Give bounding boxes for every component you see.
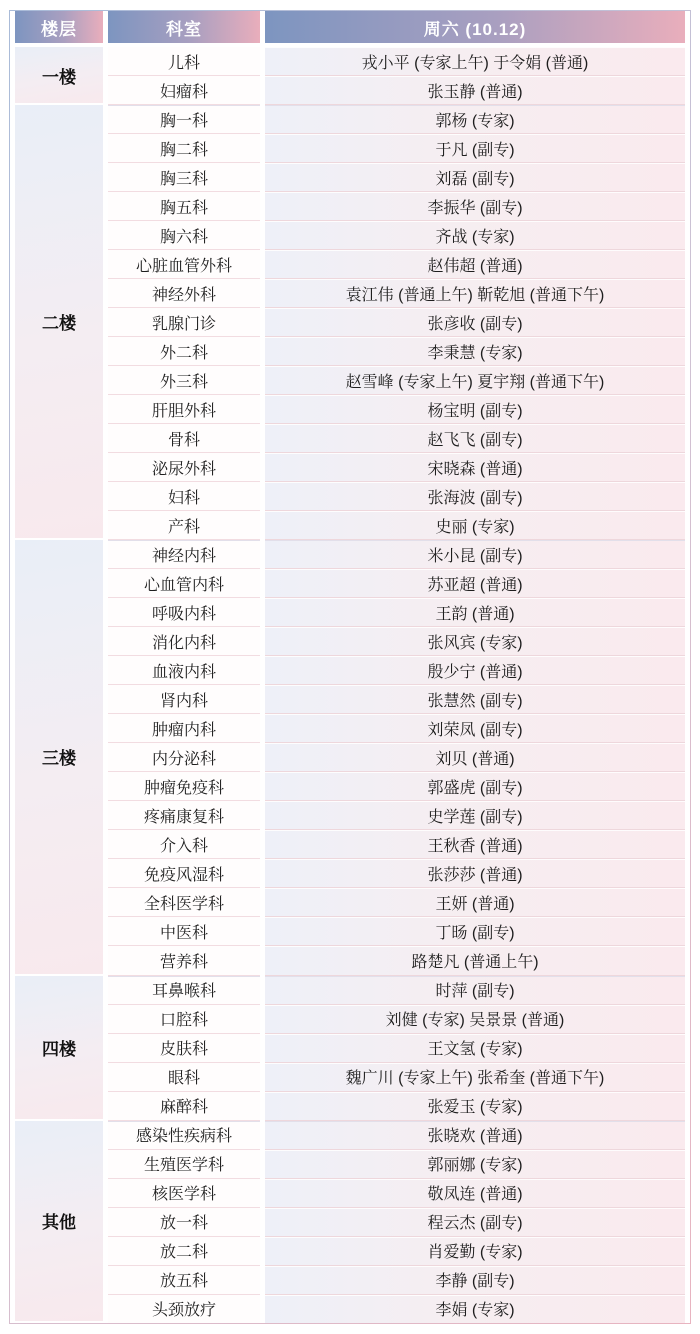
department-cell: 核医学科 [108,1179,260,1208]
table-row [15,1092,685,1121]
department-cell: 血液内科 [108,656,260,685]
doctor-cell: 齐战 (专家) [265,221,685,250]
table-row [15,976,685,1005]
doctor-cell: 王韵 (普通) [265,598,685,627]
header-saturday-date: 周六 (10.12) [265,11,685,47]
table-row [15,1179,685,1208]
table-row [15,105,685,134]
floor-cell: 其他 [15,1121,103,1323]
doctor-cell: 郭杨 (专家) [265,105,685,134]
department-cell: 胸一科 [108,105,260,134]
table-row [15,772,685,801]
department-cell: 妇科 [108,482,260,511]
table-row [15,192,685,221]
table-row [15,859,685,888]
doctor-cell: 苏亚超 (普通) [265,569,685,598]
doctor-cell: 张莎莎 (普通) [265,859,685,888]
doctor-cell: 郭丽娜 (专家) [265,1150,685,1179]
doctor-cell: 张海波 (副专) [265,482,685,511]
floor-cell: 四楼 [15,976,103,1121]
schedule-header [15,11,685,47]
department-cell: 妇瘤科 [108,76,260,105]
department-cell: 胸二科 [108,134,260,163]
doctor-cell: 李振华 (副专) [265,192,685,221]
doctor-cell: 张风宾 (专家) [265,627,685,656]
department-cell: 放五科 [108,1266,260,1295]
department-cell: 肝胆外科 [108,395,260,424]
doctor-cell: 袁江伟 (普通上午) 靳乾旭 (普通下午) [265,279,685,308]
table-row [15,221,685,250]
department-cell: 放二科 [108,1237,260,1266]
table-row [15,569,685,598]
table-row [15,685,685,714]
table-row [15,1237,685,1266]
table-row [15,308,685,337]
doctor-cell: 李静 (副专) [265,1266,685,1295]
doctor-cell: 时萍 (副专) [265,976,685,1005]
department-cell: 胸三科 [108,163,260,192]
department-cell: 心脏血管外科 [108,250,260,279]
table-row [15,1121,685,1150]
department-cell: 胸六科 [108,221,260,250]
table-row [15,424,685,453]
department-cell: 感染性疾病科 [108,1121,260,1150]
doctor-cell: 丁旸 (副专) [265,917,685,946]
department-cell: 神经外科 [108,279,260,308]
department-cell: 儿科 [108,47,260,76]
department-cell: 皮肤科 [108,1034,260,1063]
doctor-cell: 殷少宁 (普通) [265,656,685,685]
table-row [15,743,685,772]
department-cell: 免疫风湿科 [108,859,260,888]
table-row [15,453,685,482]
table-row [15,47,685,76]
table-row [15,76,685,105]
table-row [15,1063,685,1092]
table-row [15,395,685,424]
department-cell: 放一科 [108,1208,260,1237]
doctor-cell: 敬凤连 (普通) [265,1179,685,1208]
department-cell: 全科医学科 [108,888,260,917]
header-row [15,11,685,47]
table-row [15,366,685,395]
doctor-cell: 史丽 (专家) [265,511,685,540]
table-row [15,656,685,685]
schedule-body [15,47,685,1323]
department-cell: 口腔科 [108,1005,260,1034]
table-row [15,801,685,830]
doctor-cell: 赵飞飞 (副专) [265,424,685,453]
header-department: 科室 [108,11,260,47]
doctor-cell: 王妍 (普通) [265,888,685,917]
header-floor: 楼层 [15,11,103,47]
doctor-cell: 刘荣凤 (副专) [265,714,685,743]
schedule-table-container [9,10,691,1324]
table-row [15,163,685,192]
department-cell: 内分泌科 [108,743,260,772]
department-cell: 生殖医学科 [108,1150,260,1179]
doctor-cell: 李秉慧 (专家) [265,337,685,366]
doctor-cell: 张爱玉 (专家) [265,1092,685,1121]
doctor-cell: 史学莲 (副专) [265,801,685,830]
table-row [15,540,685,569]
doctor-cell: 张慧然 (副专) [265,685,685,714]
doctor-cell: 赵伟超 (普通) [265,250,685,279]
table-row [15,250,685,279]
table-row [15,627,685,656]
table-row [15,917,685,946]
doctor-cell: 米小昆 (副专) [265,540,685,569]
doctor-cell: 张晓欢 (普通) [265,1121,685,1150]
table-row [15,337,685,366]
department-cell: 神经内科 [108,540,260,569]
doctor-cell: 魏广川 (专家上午) 张希奎 (普通下午) [265,1063,685,1092]
table-row [15,1005,685,1034]
table-row [15,1150,685,1179]
floor-cell: 三楼 [15,540,103,975]
doctor-cell: 张彦收 (副专) [265,308,685,337]
doctor-cell: 宋晓森 (普通) [265,453,685,482]
department-cell: 营养科 [108,946,260,975]
table-row [15,482,685,511]
doctor-cell: 李娟 (专家) [265,1295,685,1323]
doctor-cell: 戎小平 (专家上午) 于令娟 (普通) [265,47,685,76]
department-cell: 头颈放疗 [108,1295,260,1323]
doctor-cell: 王秋香 (普通) [265,830,685,859]
schedule-table [10,11,690,1323]
doctor-cell: 张玉静 (普通) [265,76,685,105]
floor-cell: 一楼 [15,47,103,105]
department-cell: 呼吸内科 [108,598,260,627]
department-cell: 乳腺门诊 [108,308,260,337]
department-cell: 外三科 [108,366,260,395]
department-cell: 中医科 [108,917,260,946]
department-cell: 耳鼻喉科 [108,976,260,1005]
floor-cell: 二楼 [15,105,103,540]
doctor-cell: 程云杰 (副专) [265,1208,685,1237]
department-cell: 外二科 [108,337,260,366]
department-cell: 肾内科 [108,685,260,714]
doctor-cell: 刘磊 (副专) [265,163,685,192]
department-cell: 眼科 [108,1063,260,1092]
table-row [15,1295,685,1323]
table-row [15,946,685,975]
doctor-cell: 杨宝明 (副专) [265,395,685,424]
department-cell: 胸五科 [108,192,260,221]
table-row [15,830,685,859]
doctor-cell: 于凡 (副专) [265,134,685,163]
department-cell: 泌尿外科 [108,453,260,482]
doctor-cell: 郭盛虎 (副专) [265,772,685,801]
table-row [15,511,685,540]
department-cell: 产科 [108,511,260,540]
doctor-cell: 赵雪峰 (专家上午) 夏宇翔 (普通下午) [265,366,685,395]
doctor-cell: 路楚凡 (普通上午) [265,946,685,975]
doctor-cell: 刘健 (专家) 吴景景 (普通) [265,1005,685,1034]
department-cell: 疼痛康复科 [108,801,260,830]
table-row [15,714,685,743]
doctor-cell: 王文氢 (专家) [265,1034,685,1063]
table-row [15,598,685,627]
table-row [15,1208,685,1237]
doctor-cell: 刘贝 (普通) [265,743,685,772]
table-row [15,134,685,163]
table-row [15,888,685,917]
department-cell: 肿瘤内科 [108,714,260,743]
department-cell: 心血管内科 [108,569,260,598]
table-row [15,279,685,308]
department-cell: 消化内科 [108,627,260,656]
department-cell: 介入科 [108,830,260,859]
department-cell: 骨科 [108,424,260,453]
table-row [15,1034,685,1063]
department-cell: 肿瘤免疫科 [108,772,260,801]
table-row [15,1266,685,1295]
doctor-cell: 肖爱勤 (专家) [265,1237,685,1266]
department-cell: 麻醉科 [108,1092,260,1121]
